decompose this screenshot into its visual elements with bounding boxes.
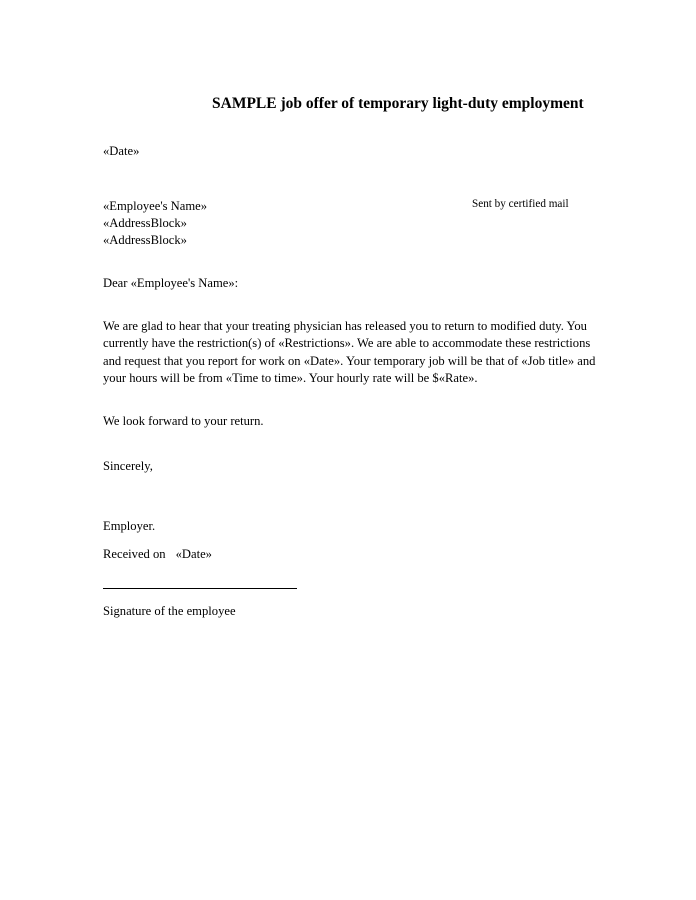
body-paragraph [103,318,603,388]
body-line: We are glad to hear that your treating physician has released you to return to modified duty. You [103,319,587,333]
recipient-address-line-1: «AddressBlock» [103,216,187,230]
body-line: your hours will be from «Time to time». Your hourly rate will be $«Rate». [103,371,478,386]
recipient-address-line-2: «AddressBlock» [103,233,187,247]
delivery-note: Sent by certified mail [472,198,569,210]
sign-off: Sincerely, [103,459,153,473]
closing-line: We look forward to your return. [103,414,264,428]
received-label: Received on [103,547,166,561]
document-title: SAMPLE job offer of temporary light-duty employment [212,95,584,112]
signer: Employer. [103,519,156,533]
salutation: Dear «Employee's Name»: [103,276,239,290]
signature-line [103,588,297,589]
signature-caption: Signature of the employee [103,604,236,618]
body-line: currently have the restriction(s) of «Restrictions». We are able to accommodate these restrictions [103,336,591,351]
recipient-name: «Employee's Name» [103,199,208,213]
date-field: «Date» [103,144,140,158]
received-on [103,546,212,563]
body-line: and request that you report for work on «Date». Your temporary job will be that of «Job title» and [103,353,596,368]
received-date: «Date» [175,547,212,561]
